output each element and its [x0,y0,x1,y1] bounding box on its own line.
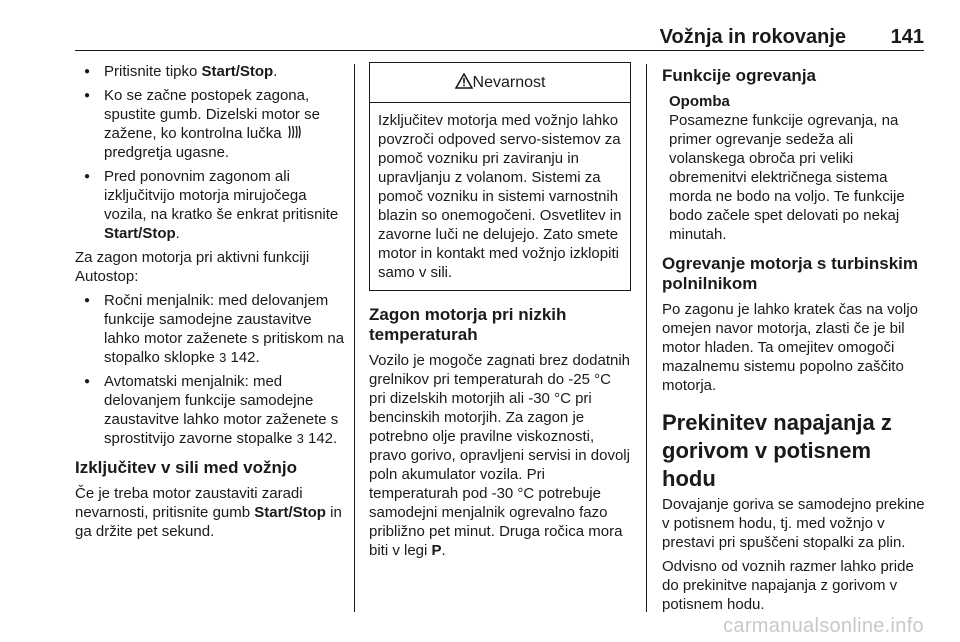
column-2 [369,62,631,565]
paragraph: Po zagonu je lahko kratek čas na voljo omejen navor motorja, zlasti če je bil motor hladen. Ta omejitev omogoči mazalnemu sistemu popolno zaščito motorja. [662,301,918,394]
list-item: ● Pritisnite tipko Start/Stop. [75,62,345,81]
list-item: ● Avtomatski menjalnik: med delovanjem funkcije samodejne zaustavitve lahko motor zaženete s sprostitvijo zavorne stopalke 3 142. [75,372,345,448]
glow-plug-icon [286,124,302,140]
paragraph: Za zagon motorja pri aktivni funkciji Autostop: [75,249,310,285]
paragraph: Odvisno od voznih razmer lahko pride do prekinitve napajanja z gorivom v potisnem hodu. [662,558,914,613]
page-title: Vožnja in rokovanje [659,26,846,48]
note-text: Posamezne funkcije ogrevanja, na primer ogrevanje sedeža ali volanskega obroča pri veliki obremenitvi električnega sistema morda ne bodo na voljo. Te funkcije bodo začele spet delovati po nekaj minutah. [669,112,905,243]
note-block [662,92,930,244]
paragraph: Dovajanje goriva se samodejno prekine v potisnem hodu, tj. med vožnjo v prestavi pri spuščeni stopalki za plin. [662,496,925,551]
danger-title: Nevarnost [472,74,546,91]
reference-arrow-icon[interactable]: 3 [219,350,227,365]
column-divider [354,64,355,612]
list-item: ● Ročni menjalnik: med delovanjem funkcije samodejne zaustavitve lahko motor zaženete s pritiskom na stopalko sklopke 3 142. [75,291,345,367]
section-heading: Izključitev v sili med vožnjo [75,458,298,477]
bullet-list [75,291,345,448]
list-item: ● Ko se začne postopek zagona, spustite gumb. Dizelski motor se zažene, ko kontrolna lučka predgretja ugasne. [75,86,345,162]
warning-triangle-icon [455,73,473,89]
page-number: 141 [890,26,924,48]
danger-box [369,62,631,291]
paragraph: Če je treba motor zaustaviti zaradi nevarnosti, pritisnite gumb Start/Stop in ga držite pet sekund. [75,485,342,540]
column-1 [75,62,345,546]
section-heading: Funkcije ogrevanja [662,66,816,85]
bullet-list [75,62,345,243]
note-title: Opomba [669,93,730,110]
list-item: ● Pred ponovnim zagonom ali izključitvijo motorja mirujočega vozila, na kratko še enkrat pritisnite Start/Stop. [75,167,345,243]
section-heading: Ogrevanje motorja s turbinskim polnilnikom [662,254,919,293]
danger-header [370,63,630,103]
page-header [75,26,924,51]
section-heading: Zagon motorja pri nizkih temperaturah [369,305,567,344]
danger-text: Izključitev motorja med vožnjo lahko povzroči odpoved servo-sistemov za pomoč vozniku pri zaviranju in upravljanju z volanom. Sistemi za pomoč vozniku in sistemi varnostnih blazin so onemogočeni. Osvetlitev in zavorne luči ne delujejo. Zato smete motor in kontakt med vožnjo izklopiti samo v sili. [378,112,622,281]
paragraph: Vozilo je mogoče zagnati brez dodatnih grelnikov pri temperaturah do -25 °C pri dizelskih motorjih ali -30 °C pri bencinskih motorjih. Za zagon je potrebno olje pravilne viskoznosti, pravo gorivo, opravljeni servisi in dovolj poln akumulator vozila. Pri temperaturah pod -30 °C potrebuje samodejni menjalnik ogrevalno fazo približno pet minut. Druga ročica mora biti v legi P. [369,352,631,559]
reference-arrow-icon[interactable]: 3 [296,431,304,446]
watermark: carmanualsonline.info [723,615,924,637]
chapter-heading: Prekinitev napajanja z gorivom v potisnem hodu [662,410,892,491]
column-3 [662,62,930,619]
column-divider [646,64,647,612]
